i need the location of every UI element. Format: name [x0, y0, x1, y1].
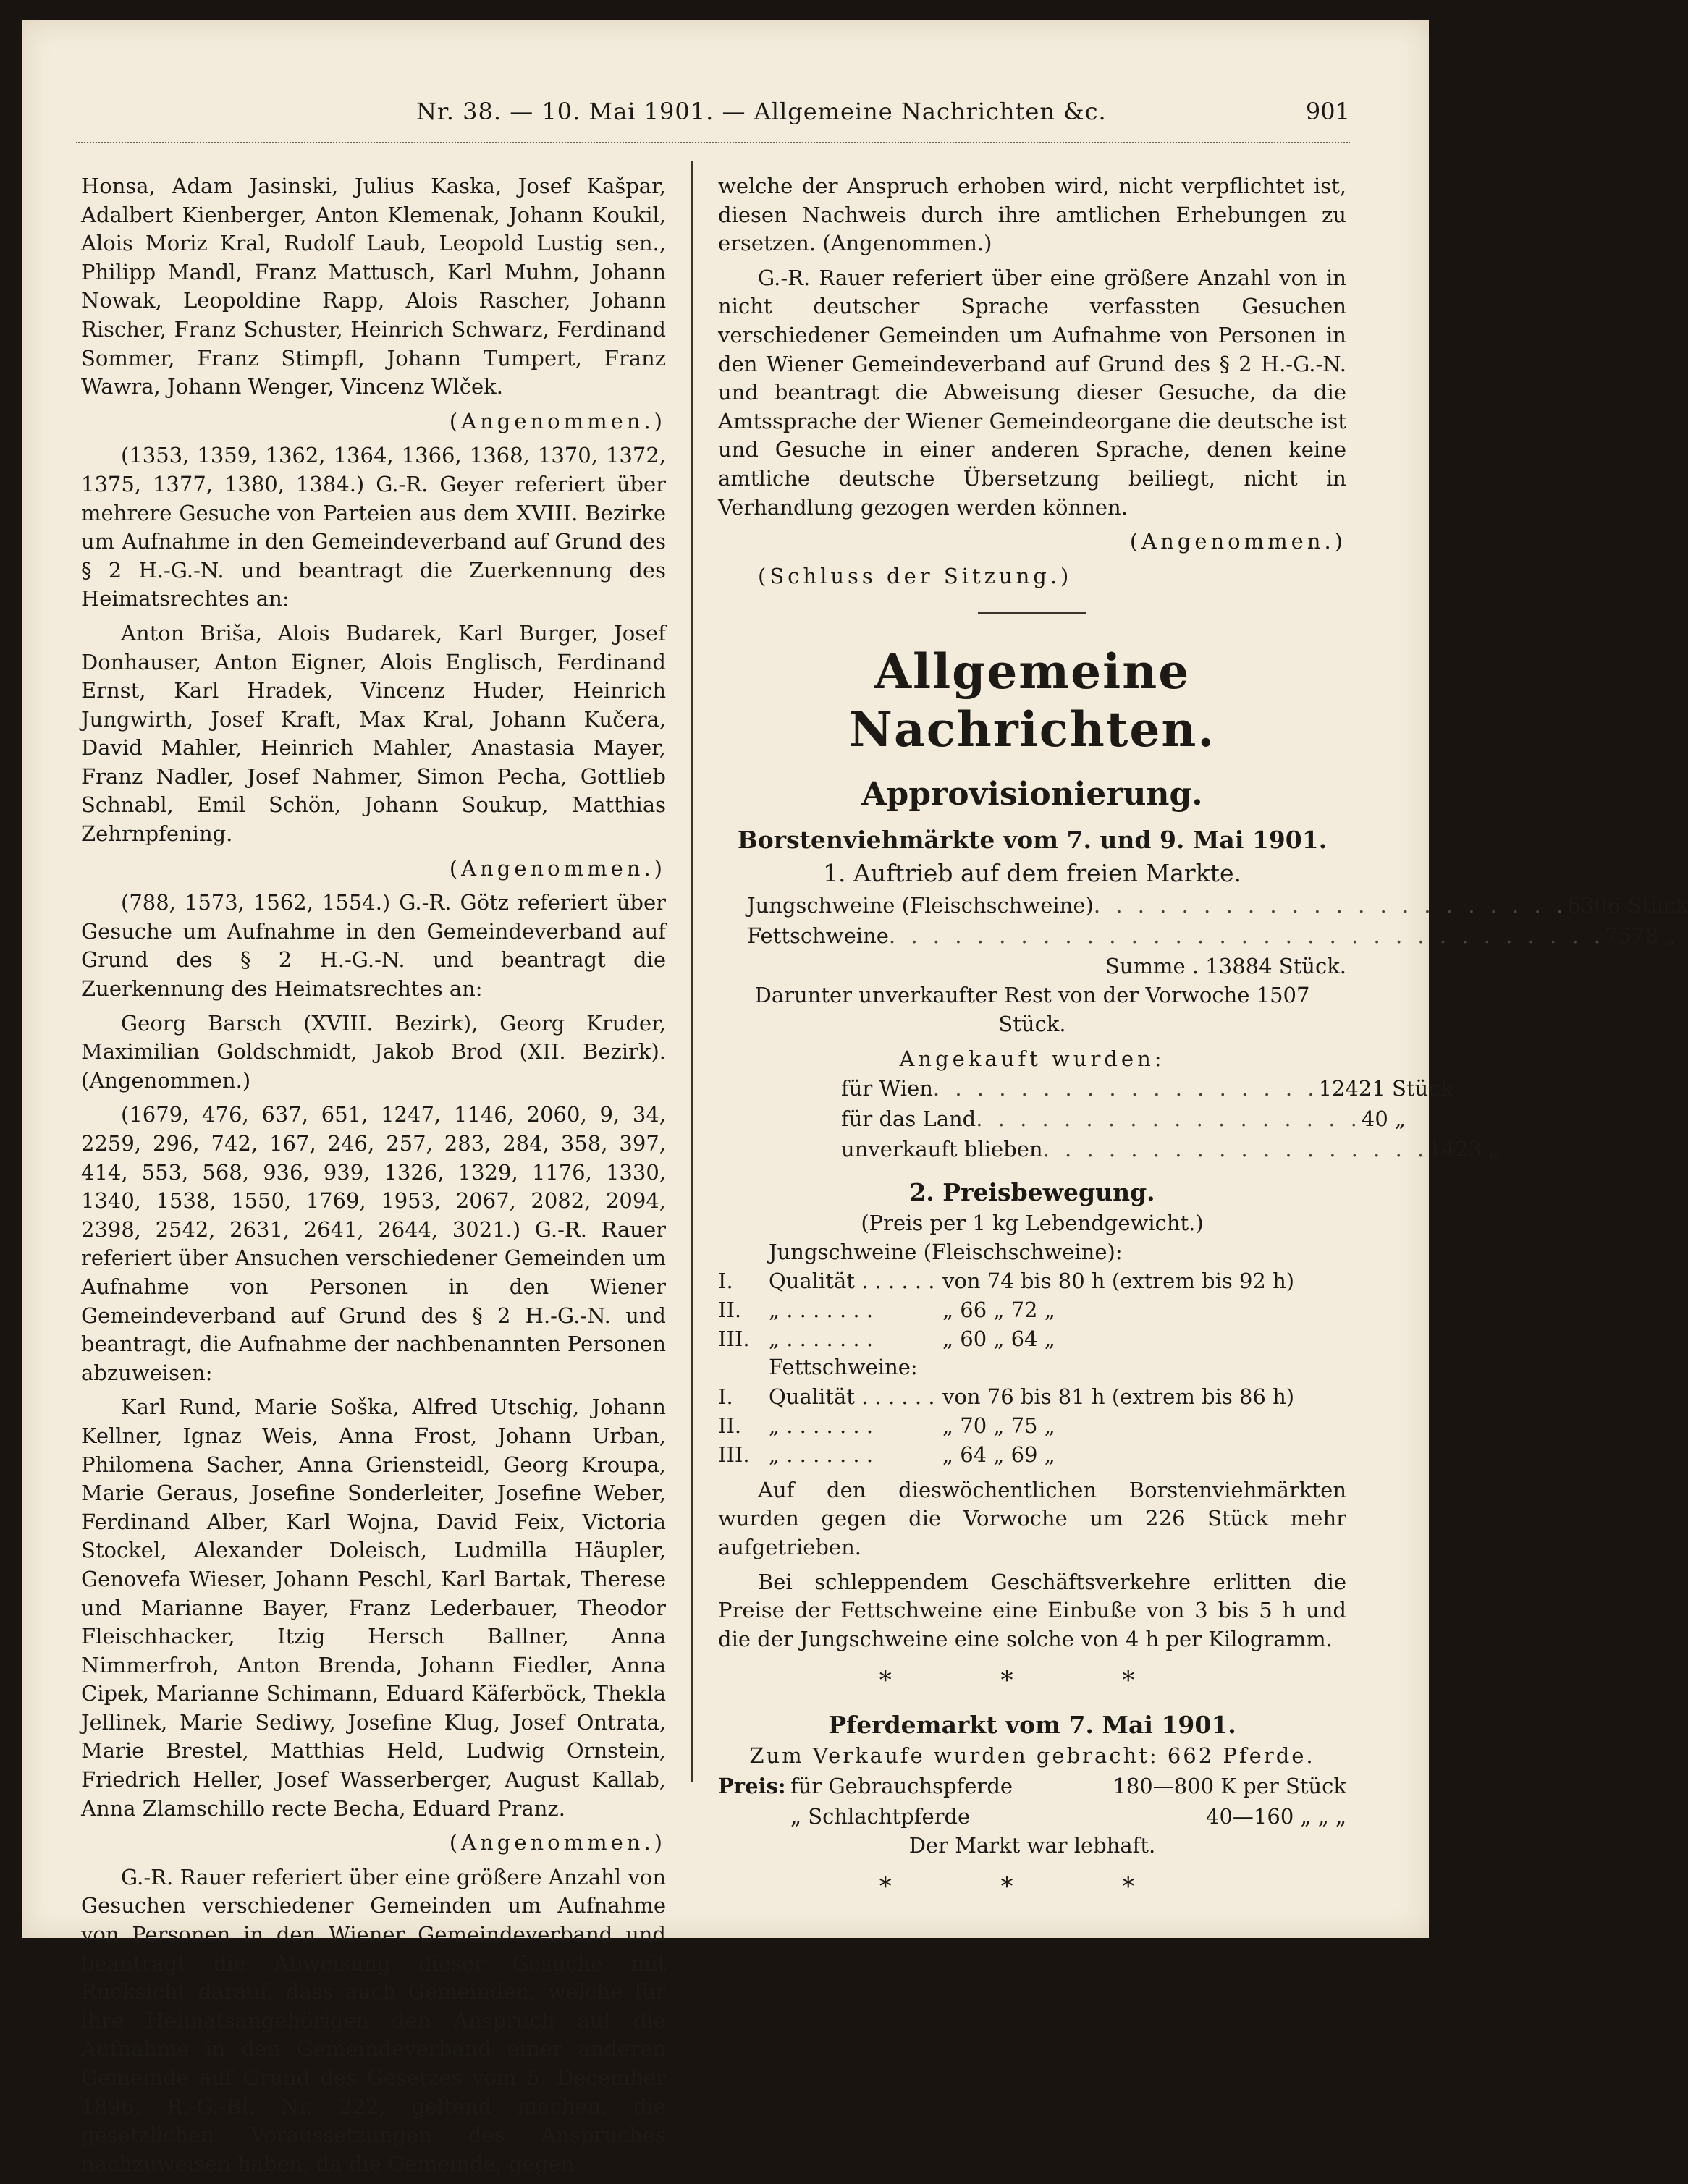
- fett-price-table: [718, 1382, 1346, 1469]
- header-rule: [76, 142, 1350, 151]
- bought-heading: Angekauft wurden:: [899, 1046, 1165, 1071]
- supply-table: [747, 890, 1688, 981]
- approved-note: (Angenommen.): [449, 1830, 666, 1855]
- sum-row: Summe . 13884 Stück.: [1105, 954, 1346, 979]
- table-row: I. Qualität . . . . . . von 76 bis 81 h (extrem bis 86 h): [718, 1384, 1295, 1409]
- heading-prices: 2. Preisbewegung.: [909, 1178, 1155, 1207]
- fett-heading: Fettschweine:: [769, 1355, 918, 1380]
- horse-market-title: Pferdemarkt vom 7. Mai 1901.: [828, 1711, 1236, 1740]
- section-rule: [978, 612, 1086, 614]
- table-row: III. „ . . . . . . . „ 64 „ 69 „: [718, 1442, 1055, 1467]
- page-number: 901: [1305, 98, 1350, 125]
- separator-stars: * * *: [879, 1666, 1186, 1696]
- session-end: (Schluss der Sitzung.): [758, 563, 1073, 588]
- table-row: II. „ . . . . . . . „ 70 „ 75 „: [718, 1413, 1055, 1438]
- table-row: Jungschweine (Fleischschweine) . . . . . . . . . . . . . . . . . . . . . . 6306 Stück: [747, 893, 1688, 918]
- page-header: [76, 89, 1350, 132]
- horse-price-row: Preis: für Gebrauchspferde 180—800 K per Stück: [718, 1773, 1346, 1798]
- motion-geyer: (1353, 1359, 1362, 1364, 1366, 1368, 1370, 1372, 1375, 1377, 1380, 1384.) G.-R. Geyer referiert über mehrere Gesuche von Parteien aus dem XVIII. Bezirke um Aufnahme in den Gemeindeverband auf Grund des § 2 H.-G.-N. und beantragt die Zuerkennung des Heimatsrechtes an:: [81, 443, 666, 611]
- table-row: Fettschweine . . . . . . . . . . . . . . . . . . . . . . . . . . . . . . . . . 7578 „: [747, 923, 1676, 949]
- name-list-3: Georg Barsch (XVIII. Bezirk), Georg Kruder, Maximilian Goldschmidt, Jakob Brod (XII. Bezirk). (Angenommen.): [81, 1010, 666, 1093]
- motion-continuation: welche der Anspruch erhoben wird, nicht verpflichtet ist, diesen Nachweis durch ihre amtlichen Erhebungen zu ersetzen. (Angenommen.): [718, 174, 1346, 256]
- table-row: für das Land . . . . . . . . . . . . . . . . . . 40 „: [841, 1106, 1406, 1132]
- motion-rauer-3: G.-R. Rauer referiert über eine größere Anzahl von in nicht deutscher Sprache verfassten Gesuchen verschiedener Gemeinden um Aufnahme von Personen in den Wiener Gemeindeverband auf Grund des § 2 H.-G.-N. und beantragt die Abweisung dieser Gesuche, da die Amtssprache der Wiener Gemeindeorgane die deutsche ist und Gesuche in einer anderen Sprache, denen keine amtliche deutsche Übersetzung beiliegt, nicht in Verhandlung gezogen werden können.: [718, 265, 1346, 520]
- market-summary: Auf den dieswöchentlichen Borstenviehmärkten wurden gegen die Vorwoche um 226 Stück mehr aufgetrieben.: [718, 1477, 1346, 1560]
- header-title: Nr. 38. — 10. Mai 1901. — Allgemeine Nachrichten &c.: [416, 98, 1107, 125]
- right-column: [718, 172, 1688, 1915]
- horse-count: Zum Verkaufe wurden gebracht: 662 Pferde.: [749, 1743, 1315, 1769]
- subsection-title: Approvisionierung.: [861, 776, 1203, 813]
- motion-goetz: (788, 1573, 1562, 1554.) G.-R. Götz referiert über Gesuche um Aufnahme in den Gemeindeverband auf Grund des § 2 H.-G.-N. und beantragt die Zuerkennung des Heimatsrechtes an:: [81, 890, 666, 1002]
- name-list-1: Honsa, Adam Jasinski, Julius Kaska, Josef Kašpar, Adalbert Kienberger, Anton Klemenak, Johann Koukil, Alois Moriz Kral, Rudolf Laub, Leopold Lustig sen., Philipp Mandl, Franz Mattusch, Karl Muhm, Johann Nowak, Leopoldine Rapp, Alois Rascher, Johann Rischer, Franz Schuster, Heinrich Schwarz, Ferdinand Sommer, Franz Stimpfl, Johann Tumpert, Franz Wawra, Johann Wenger, Vincenz Wlček.: [81, 174, 666, 399]
- approved-note: (Angenommen.): [449, 408, 666, 433]
- motion-rauer-1: (1679, 476, 637, 651, 1247, 1146, 2060, 9, 34, 2259, 296, 742, 167, 246, 257, 283, 284, 358, 397, 414, 553, 568, 936, 939, 1326, 1329, 1176, 1330, 1340, 1538, 1550, 1769, 1953, 2067, 2082, 2094, 2398, 2542, 2631, 2641, 2644, 3021.) G.-R. Rauer referiert über Ansuchen verschiedener Gemeinden um Aufnahme von Personen in den Wiener Gemeindeverband auf Grund des § 2 H.-G.-N. und beantragt, die Aufnahme der nachbenannten Personen abzuweisen:: [81, 1102, 666, 1385]
- newspaper-page: [22, 20, 1688, 2176]
- name-list-4: Karl Rund, Marie Soška, Alfred Utschig, Johann Kellner, Ignaz Weis, Anna Frost, Johann Urban, Philomena Sacher, Anna Griensteidl, Georg Kroupa, Marie Geraus, Josefine Sonderleiter, Josefine Weber, Ferdinand Alber, Karl Wojna, David Feix, Victoria Stockel, Alexander Doleisch, Ludmilla Häupler, Genovefa Wieser, Johann Peschl, Karl Bartak, Therese und Marianne Bayer, Franz Lederbauer, Theodor Fleischhacker, Itzig Hersch Ballner, Anna Nimmerfroh, Anton Brenda, Johann Fiedler, Anna Cipek, Marianne Schimann, Eduard Käferböck, Thekla Jellinek, Marie Sediwy, Josefine Klug, Josef Ontrata, Marie Brestel, Matthias Held, Ludwig Ornstein, Friedrich Heller, Josef Wasserberger, August Kallab, Anna Zlamschillo recte Becha, Eduard Pranz.: [81, 1394, 666, 1821]
- bought-table: [841, 1073, 1500, 1164]
- jung-heading: Jungschweine (Fleischschweine):: [769, 1239, 1123, 1264]
- heading-supply: 1. Auftrieb auf dem freien Markte.: [823, 859, 1241, 888]
- name-list-2: Anton Briša, Alois Budarek, Karl Burger, Josef Donhauser, Anton Eigner, Alois Englisch, Ferdinand Ernst, Karl Hradek, Vincenz Huder, Heinrich Jungwirth, Josef Kraft, Max Kral, Johann Kučera, David Mahler, Heinrich Mahler, Anastasia Mayer, Franz Nadler, Josef Nahmer, Simon Pecha, Gottlieb Schnabl, Emil Schön, Johann Soukup, Matthias Zehrnpfening.: [81, 620, 666, 847]
- separator-stars: * * *: [879, 1872, 1186, 1902]
- horse-market-note: Der Markt war lebhaft.: [908, 1832, 1156, 1858]
- horse-price-row: „ Schlachtpferde 40—160 „ „ „: [790, 1803, 1346, 1829]
- prices-subtitle: (Preis per 1 kg Lebendgewicht.): [861, 1211, 1204, 1236]
- table-row: I. Qualität . . . . . . von 74 bis 80 h (extrem bis 92 h): [718, 1269, 1295, 1294]
- rest-note: Darunter unverkaufter Rest von der Vorwoche 1507 Stück.: [754, 983, 1310, 1036]
- approved-note: (Angenommen.): [1129, 529, 1346, 554]
- left-column: [81, 172, 666, 2184]
- table-row: für Wien . . . . . . . . . . . . . . . . . . 12421 Stück: [841, 1076, 1453, 1101]
- table-row: III. „ . . . . . . . „ 60 „ 64 „: [718, 1326, 1055, 1352]
- market-title: Borstenviehmärkte vom 7. und 9. Mai 1901.: [737, 826, 1328, 855]
- table-row: II. „ . . . . . . . „ 66 „ 72 „: [718, 1298, 1055, 1323]
- jung-price-table: [718, 1266, 1346, 1353]
- market-prices-note: Bei schleppendem Geschäftsverkehre erlitten die Preise der Fettschweine eine Einbuße von 3 bis 5 h und die der Jungschweine eine solche von 4 h per Kilogramm.: [718, 1569, 1346, 1651]
- table-row: unverkauft blieben . . . . . . . . . . . . . . . . . . 1423 „: [841, 1137, 1500, 1162]
- motion-rauer-2: G.-R. Rauer referiert über eine größere Anzahl von Gesuchen verschiedener Gemeinden um Aufnahme von Personen in den Wiener Gemeindeverband und beantragt die Abweisung dieser Gesuche mit Rücksicht darauf, dass auch Gemeinden, welche für ihre Heimatsangehörigen den Anspruch auf die Aufnahme in den Gemeindeverband einer anderen Gemeinde auf Grund des Gesetzes vom 5. December 1896, R.-G.-Bl. Nr. 222, geltend machen, die gesetzlichen Voraussetzungen des Anspruches nachzuweisen haben, da die Gemeinde, gegen: [81, 1864, 666, 2176]
- column-divider: [691, 161, 693, 1782]
- section-title: Allgemeine Nachrichten.: [848, 643, 1216, 758]
- approved-note: (Angenommen.): [449, 855, 666, 881]
